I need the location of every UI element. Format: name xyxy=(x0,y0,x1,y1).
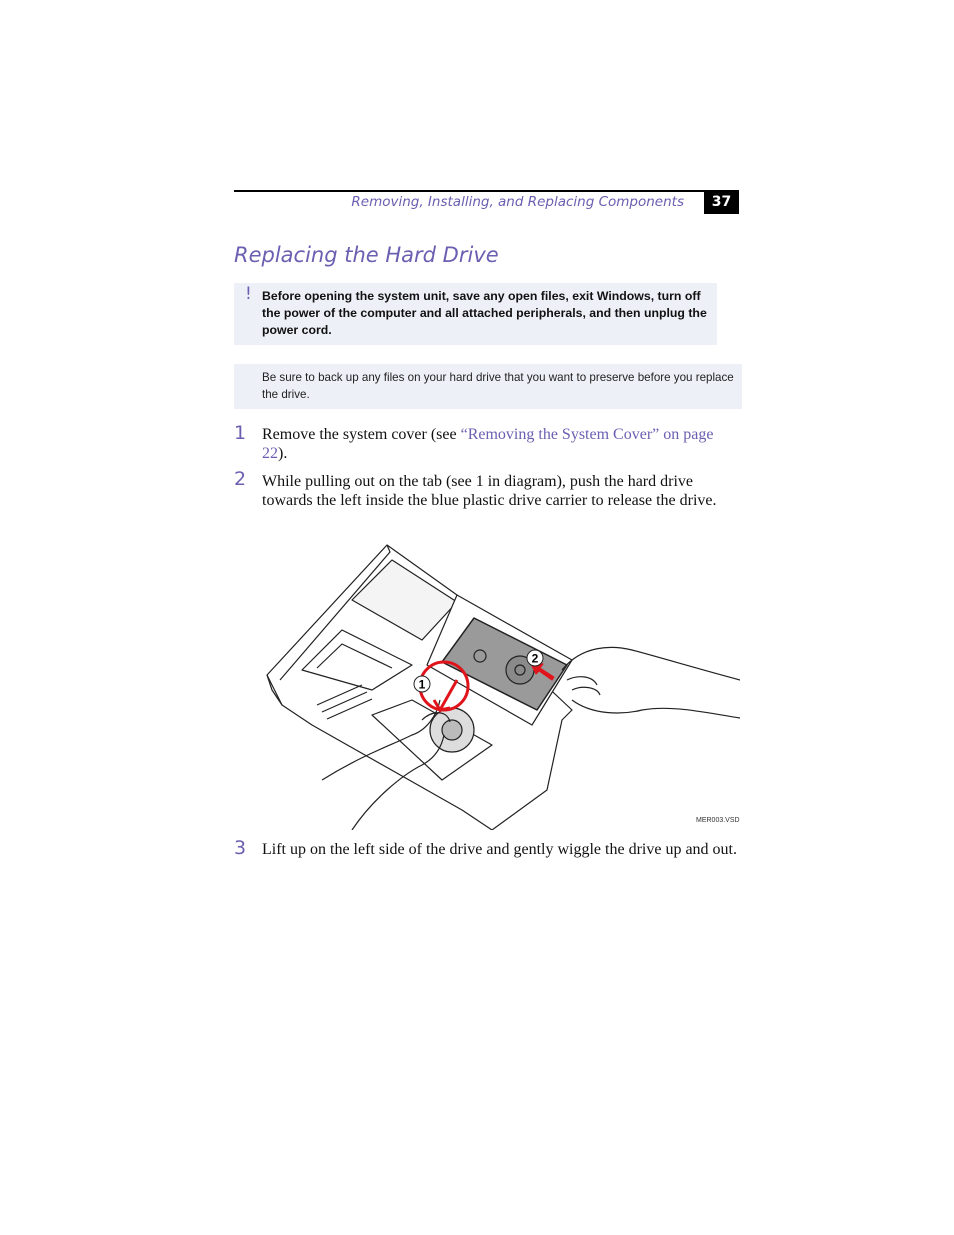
step-number-3: 3 xyxy=(234,837,247,859)
step-text-1 xyxy=(262,425,740,463)
step-1-text-before: Remove the system cover (see xyxy=(262,426,461,443)
callout-2-label: 2 xyxy=(531,651,539,666)
step-number-2: 2 xyxy=(234,468,247,490)
note-text: Be sure to back up any files on your hard drive that you want to preserve before you replace the drive. xyxy=(262,371,734,401)
section-title: Replacing the Hard Drive xyxy=(234,243,499,267)
chapter-title: Removing, Installing, and Replacing Components xyxy=(351,194,684,210)
figure-caption: MER003.VSD xyxy=(696,817,740,824)
step-text-2: While pulling out on the tab (see 1 in diagram), push the hard drive towards the left inside the blue plastic drive carrier to release the drive. xyxy=(262,473,717,509)
step-text-3: Lift up on the left side of the drive and gently wiggle the drive up and out. xyxy=(262,841,737,858)
header-rule xyxy=(234,190,739,192)
step-number-1: 1 xyxy=(234,422,247,444)
page-number: 37 xyxy=(704,190,739,214)
hard-drive-diagram xyxy=(262,540,740,830)
warning-icon: ! xyxy=(245,284,252,304)
cross-reference-link[interactable]: “Removing the System Cover” on page 22 xyxy=(262,426,714,462)
step-1-text-after: ). xyxy=(278,445,288,462)
warning-text: Before opening the system unit, save any open files, exit Windows, turn off the power of the computer and all attached peripherals, and then unplug the power cord. xyxy=(262,289,707,337)
callout-1-label: 1 xyxy=(418,677,426,692)
